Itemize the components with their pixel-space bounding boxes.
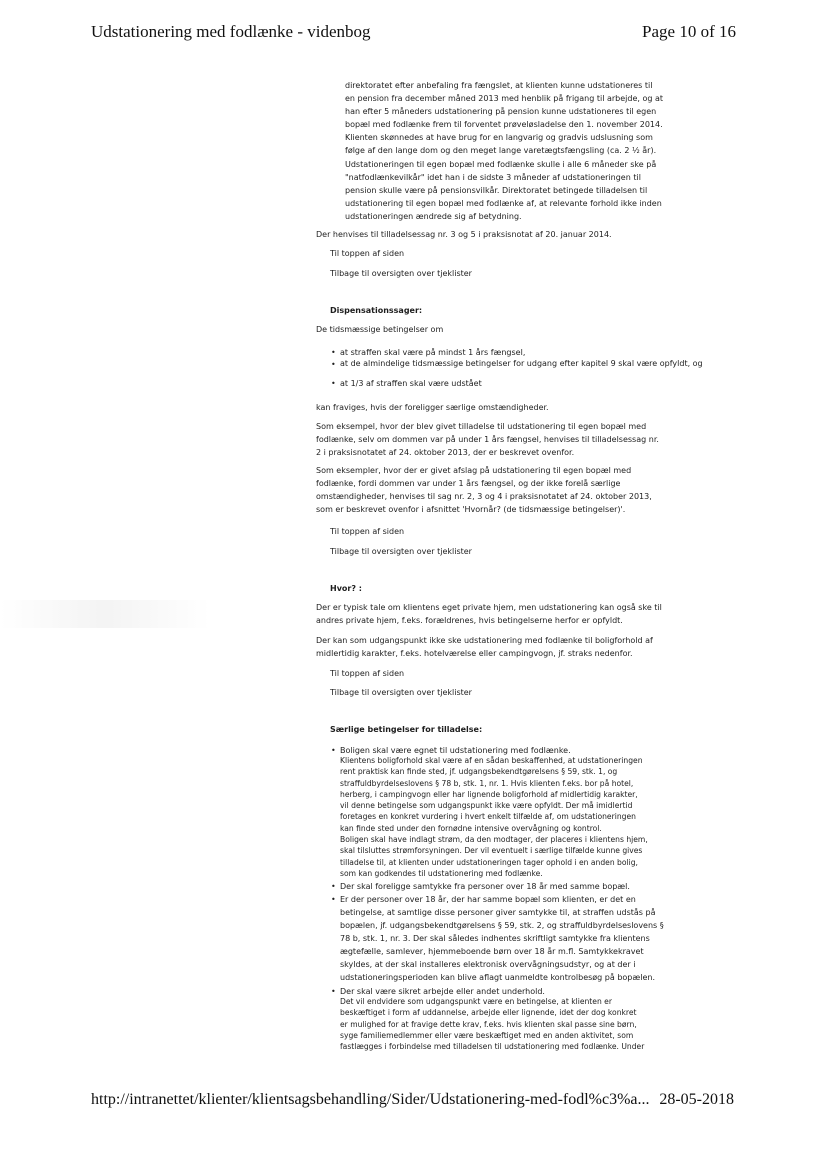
- text-line: Klienten skønnedes at have brug for en langvarig og gradvis udslusning som: [345, 133, 653, 143]
- condition-detail: [340, 755, 702, 879]
- text-line: beskæftiget i form af uddannelse, arbejde eller lignende, idet der dog konkret: [340, 1008, 637, 1018]
- list-item: • at de almindelige tidsmæssige betingelser for udgang efter kapitel 9 skal være opfyldt, og: [331, 358, 706, 384]
- text-line: ægtefælle, samlever, hjemmeboende børn over 18 år m.fl. Samtykkekravet: [340, 947, 644, 957]
- bullet-icon: •: [331, 348, 336, 357]
- bullet-icon: •: [331, 360, 336, 369]
- dispensation-lead: De tidsmæssige betingelser om: [316, 325, 444, 334]
- bullet-icon: •: [331, 746, 336, 755]
- where-paragraph: [316, 601, 702, 627]
- text-line: Som eksempel, hvor der blev givet tilladelse til udstationering til egen bopæl med: [316, 422, 647, 431]
- condition-detail: [340, 906, 702, 985]
- bullet-icon: •: [331, 882, 336, 891]
- text-line: 2 i praksisnotatet af 24. oktober 2013, der er beskrevet ovenfor.: [316, 448, 575, 458]
- text-line: som er beskrevet ovenfor i afsnittet 'Hvornår? (de tidsmæssige betingelser)'.: [316, 505, 626, 515]
- text-line: følge af den lange dom og den meget lange varetægtsfængsling (ca. 2 ½ år).: [345, 146, 657, 156]
- text-line: bopælen, jf. udgangsbekendtgørelsens § 59, stk. 2, og straffuldbyrdelseslovens §: [340, 921, 664, 931]
- text-line: bopæl med fodlænke frem til forventet prøveløsladelse den 1. november 2014.: [345, 120, 663, 130]
- text-line: Udstationeringen til egen bopæl med fodlænke skulle i alle 6 måneder ske på: [345, 159, 657, 169]
- scan-smudge: [0, 600, 210, 628]
- bullet-icon: •: [331, 895, 336, 904]
- text-line: fodlænke, selv om dommen var på under 1 års fængsel, henvises til tilladelsessag nr.: [316, 435, 659, 445]
- footer-url: http://intranettet/klienter/klientsagsbehandling/Sider/Udstationering-med-fodl%c3%a...: [91, 1091, 650, 1108]
- section-heading-where: Hvor? :: [330, 584, 362, 593]
- link-back-to-checklists[interactable]: Tilbage til oversigten over tjeklister: [330, 547, 472, 556]
- link-to-top[interactable]: Til toppen af siden: [330, 249, 405, 258]
- footer-date: 28-05-2018: [659, 1091, 734, 1108]
- text-line: andres private hjem, f.eks. forældrenes, hvis betingelserne herfor er opfyldt.: [316, 616, 623, 626]
- bullet-icon: •: [331, 379, 336, 388]
- text-line: er mulighed for at fravige dette krav, f.eks. hvis klienten skal passe sine børn,: [340, 1019, 637, 1029]
- text-line: direktoratet efter anbefaling fra fængslet, at klienten kunne udstationeres til: [345, 81, 653, 90]
- text-line: fastlægges i forbindelse med tilladelsen til udstationering med fodlænke. Under: [340, 1042, 645, 1052]
- text-line: Klientens boligforhold skal være af en sådan beskaffenhed, at udstationeringen: [340, 756, 643, 765]
- text-line: rent praktisk kan finde sted, jf. udgangsbekendtgørelsens § 59, stk. 1, og: [340, 767, 618, 777]
- text-line: foretages en konkret vurdering i hvert enkelt tilfælde af, om udstationeringen: [340, 812, 636, 822]
- text-line: straffuldbyrdelseslovens § 78 b, stk. 1, nr. 1. Hvis klienten f.eks. bor på hotel,: [340, 778, 634, 788]
- reference-text: Der henvises til tilladelsessag nr. 3 og 5 i praksisnotat af 20. januar 2014.: [316, 230, 612, 239]
- text-line: han efter 5 måneders udstationering på pension kunne udstationeres til egen: [345, 107, 657, 117]
- text-line: udstationeringen ændrede sig af betydning.: [345, 211, 522, 221]
- text-line: tilladelse til, at klienten under udstationeringen tager ophold i en anden bolig,: [340, 857, 638, 867]
- link-to-top[interactable]: Til toppen af siden: [330, 527, 405, 536]
- text-line: betingelse, at samtlige disse personer giver samtykke til, at straffen udstås på: [340, 908, 656, 917]
- intro-paragraph: [345, 79, 705, 223]
- text-line: "natfodlænkevilkår" idet han i de sidste 3 måneder af udstationeringen til: [345, 172, 641, 182]
- page-number: Page 10 of 16: [642, 22, 736, 41]
- text-line: skyldes, at der skal installeres elektronisk overvågningsudstyr, og at der i: [340, 960, 636, 970]
- section-heading-conditions: Særlige betingelser for tilladelse:: [330, 725, 483, 734]
- text-line: skal tilsluttes strømforsyningen. Der vil eventuelt i særlige tilfælde kunne gives: [340, 846, 643, 856]
- text-line: fodlænke, fordi dommen var under 1 års fængsel, og der ikke forelå særlige: [316, 479, 621, 489]
- text-line: midlertidig karakter, f.eks. hotelværelse eller campingvogn, jf. straks nedenfor.: [316, 649, 633, 659]
- page-header-title: Udstationering med fodlænke - videnbog: [91, 22, 371, 41]
- condition-detail: [340, 996, 702, 1052]
- text-line: 78 b, stk. 1, nr. 3. Der skal således indhentes skriftligt samtykke fra klientens: [340, 934, 650, 944]
- text-line: omstændigheder, henvises til sag nr. 2, 3 og 4 i praksisnotatet af 24. oktober 2013,: [316, 492, 652, 502]
- text-line: som kan godkendes til udstationering med fodlænke.: [340, 868, 543, 878]
- text-line: Det vil endvidere som udgangspunkt være en betingelse, at klienten er: [340, 997, 612, 1006]
- text-line: Boligen skal have indlagt strøm, da den modtager, der placeres i klientens hjem,: [340, 835, 648, 845]
- dispensation-after: kan fraviges, hvis der foreligger særlige omstændigheder.: [316, 403, 549, 412]
- text-line: syge familiemedlemmer eller være beskæftiget med en anden aktivitet, som: [340, 1030, 634, 1040]
- section-heading-dispensation: Dispensationssager:: [330, 306, 423, 315]
- text-line: udstationeringsperioden kan blive aflagt uanmeldte kontrolbesøg på bopælen.: [340, 973, 655, 983]
- example-paragraph: [316, 420, 702, 459]
- bullet-icon: •: [331, 987, 336, 996]
- link-back-to-checklists[interactable]: Tilbage til oversigten over tjeklister: [330, 269, 472, 278]
- text-line: en pension fra december måned 2013 med henblik på frigang til arbejde, og at: [345, 94, 664, 104]
- text-line: kan finde sted under den fornødne intensive overvågning og kontrol.: [340, 823, 602, 833]
- text-line: Der er typisk tale om klientens eget private hjem, men udstationering kan også ske til: [316, 603, 662, 612]
- where-paragraph: [316, 634, 702, 660]
- example-paragraph: [316, 464, 702, 516]
- link-to-top[interactable]: Til toppen af siden: [330, 669, 405, 678]
- text-line: vil denne betingelse som udgangspunkt ikke være opfyldt. Der må imidlertid: [340, 801, 633, 811]
- text-line: Som eksempler, hvor der er givet afslag på udstationering til egen bopæl med: [316, 466, 632, 475]
- text-line: pension skulle være på pensionsvilkår. Direktoratet betingede tilladelsen til: [345, 185, 648, 195]
- text-line: udstationering til egen bopæl med fodlænke af, at relevante forhold ikke inden: [345, 198, 662, 208]
- text-line: herberg, i campingvogn eller har lignende boligforhold af midlertidig karakter,: [340, 789, 638, 799]
- link-back-to-checklists[interactable]: Tilbage til oversigten over tjeklister: [330, 688, 472, 697]
- text-line: Der kan som udgangspunkt ikke ske udstationering med fodlænke til boligforhold af: [316, 636, 653, 645]
